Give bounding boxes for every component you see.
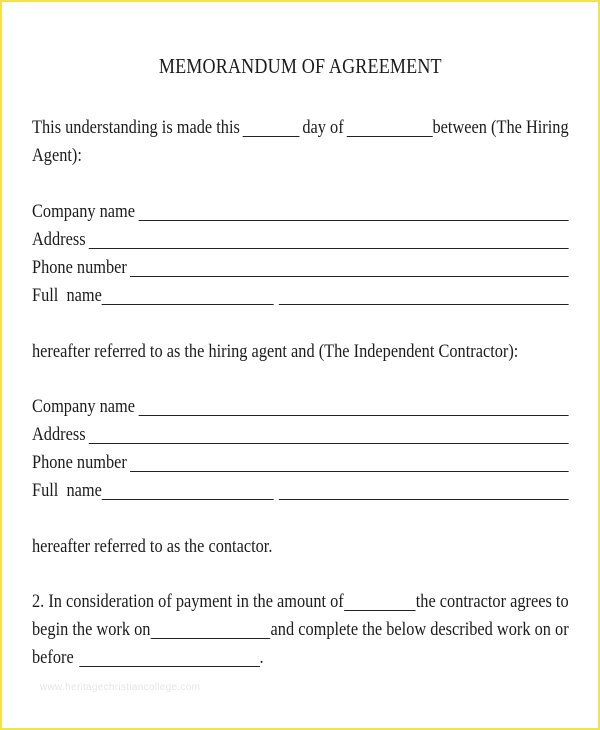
clause-2-line-3 — [32, 644, 569, 672]
hiring-agent-fields — [32, 198, 569, 310]
agent-fullname-label: Full name — [32, 285, 102, 306]
contractor-fullname-label: Full name — [32, 480, 102, 501]
clause-2 — [32, 588, 569, 672]
watermark-text: www.heritagechristiancollege.com — [40, 682, 201, 693]
contractor-statement — [32, 533, 569, 561]
agent-last-name-input[interactable] — [279, 286, 569, 305]
day-blank[interactable] — [243, 118, 300, 137]
document-page — [2, 2, 598, 728]
clause-2-line-1 — [32, 588, 569, 616]
contractor-last-name-input[interactable] — [279, 481, 569, 500]
clause-2-text-5: before — [32, 647, 74, 668]
contractor-address-label: Address — [32, 424, 86, 445]
intro-text-4: Agent): — [32, 145, 82, 166]
intro-text-1: This understanding is made this — [32, 117, 240, 138]
contractor-company-label: Company name — [32, 396, 136, 417]
month-blank[interactable] — [347, 118, 433, 137]
intro-text-2: day of — [302, 117, 344, 138]
agent-company-input[interactable] — [138, 202, 568, 221]
clause-2-text-1: 2. In consideration of payment in the amount of — [32, 591, 344, 612]
intro-paragraph — [32, 114, 569, 170]
clause-2-text-2: the contractor agrees to — [415, 591, 569, 612]
contractor-company-row — [32, 393, 569, 421]
agent-phone-label: Phone number — [32, 257, 127, 278]
contractor-phone-input[interactable] — [130, 453, 568, 472]
contractor-first-name-input[interactable] — [102, 481, 274, 500]
clause-2-text-4: and complete the below described work on or — [270, 619, 569, 640]
document-title: MEMORANDUM OF AGREEMENT — [158, 54, 442, 78]
contractor-address-input[interactable] — [89, 425, 569, 444]
agent-address-input[interactable] — [89, 230, 569, 249]
intro-line-1 — [32, 114, 569, 142]
agent-phone-input[interactable] — [130, 258, 568, 277]
intro-text-3: between (The Hiring — [432, 117, 569, 138]
clause-2-line-2 — [32, 616, 569, 644]
contractor-fields — [32, 393, 569, 505]
agent-company-label: Company name — [32, 201, 136, 222]
contractor-phone-row — [32, 449, 569, 477]
agent-first-name-input[interactable] — [102, 286, 274, 305]
completion-date-input[interactable] — [79, 648, 260, 667]
contractor-text: hereafter referred to as the contactor. — [32, 536, 273, 557]
payment-amount-input[interactable] — [344, 592, 416, 611]
agent-phone-row — [32, 254, 569, 282]
clause-2-text-3: begin the work on — [32, 619, 151, 640]
agent-fullname-row — [32, 282, 569, 310]
contractor-address-row — [32, 421, 569, 449]
hiring-agent-statement — [32, 338, 569, 366]
hiring-agent-text: hereafter referred to as the hiring agent and (The Independent Contractor): — [32, 341, 519, 362]
contractor-phone-label: Phone number — [32, 452, 127, 473]
contractor-fullname-row — [32, 477, 569, 505]
agent-address-label: Address — [32, 229, 86, 250]
intro-line-2 — [32, 142, 569, 170]
contractor-company-input[interactable] — [138, 397, 568, 416]
agent-company-row — [32, 198, 569, 226]
clause-2-text-6: . — [259, 647, 264, 668]
agent-address-row — [32, 226, 569, 254]
start-date-input[interactable] — [150, 620, 270, 639]
